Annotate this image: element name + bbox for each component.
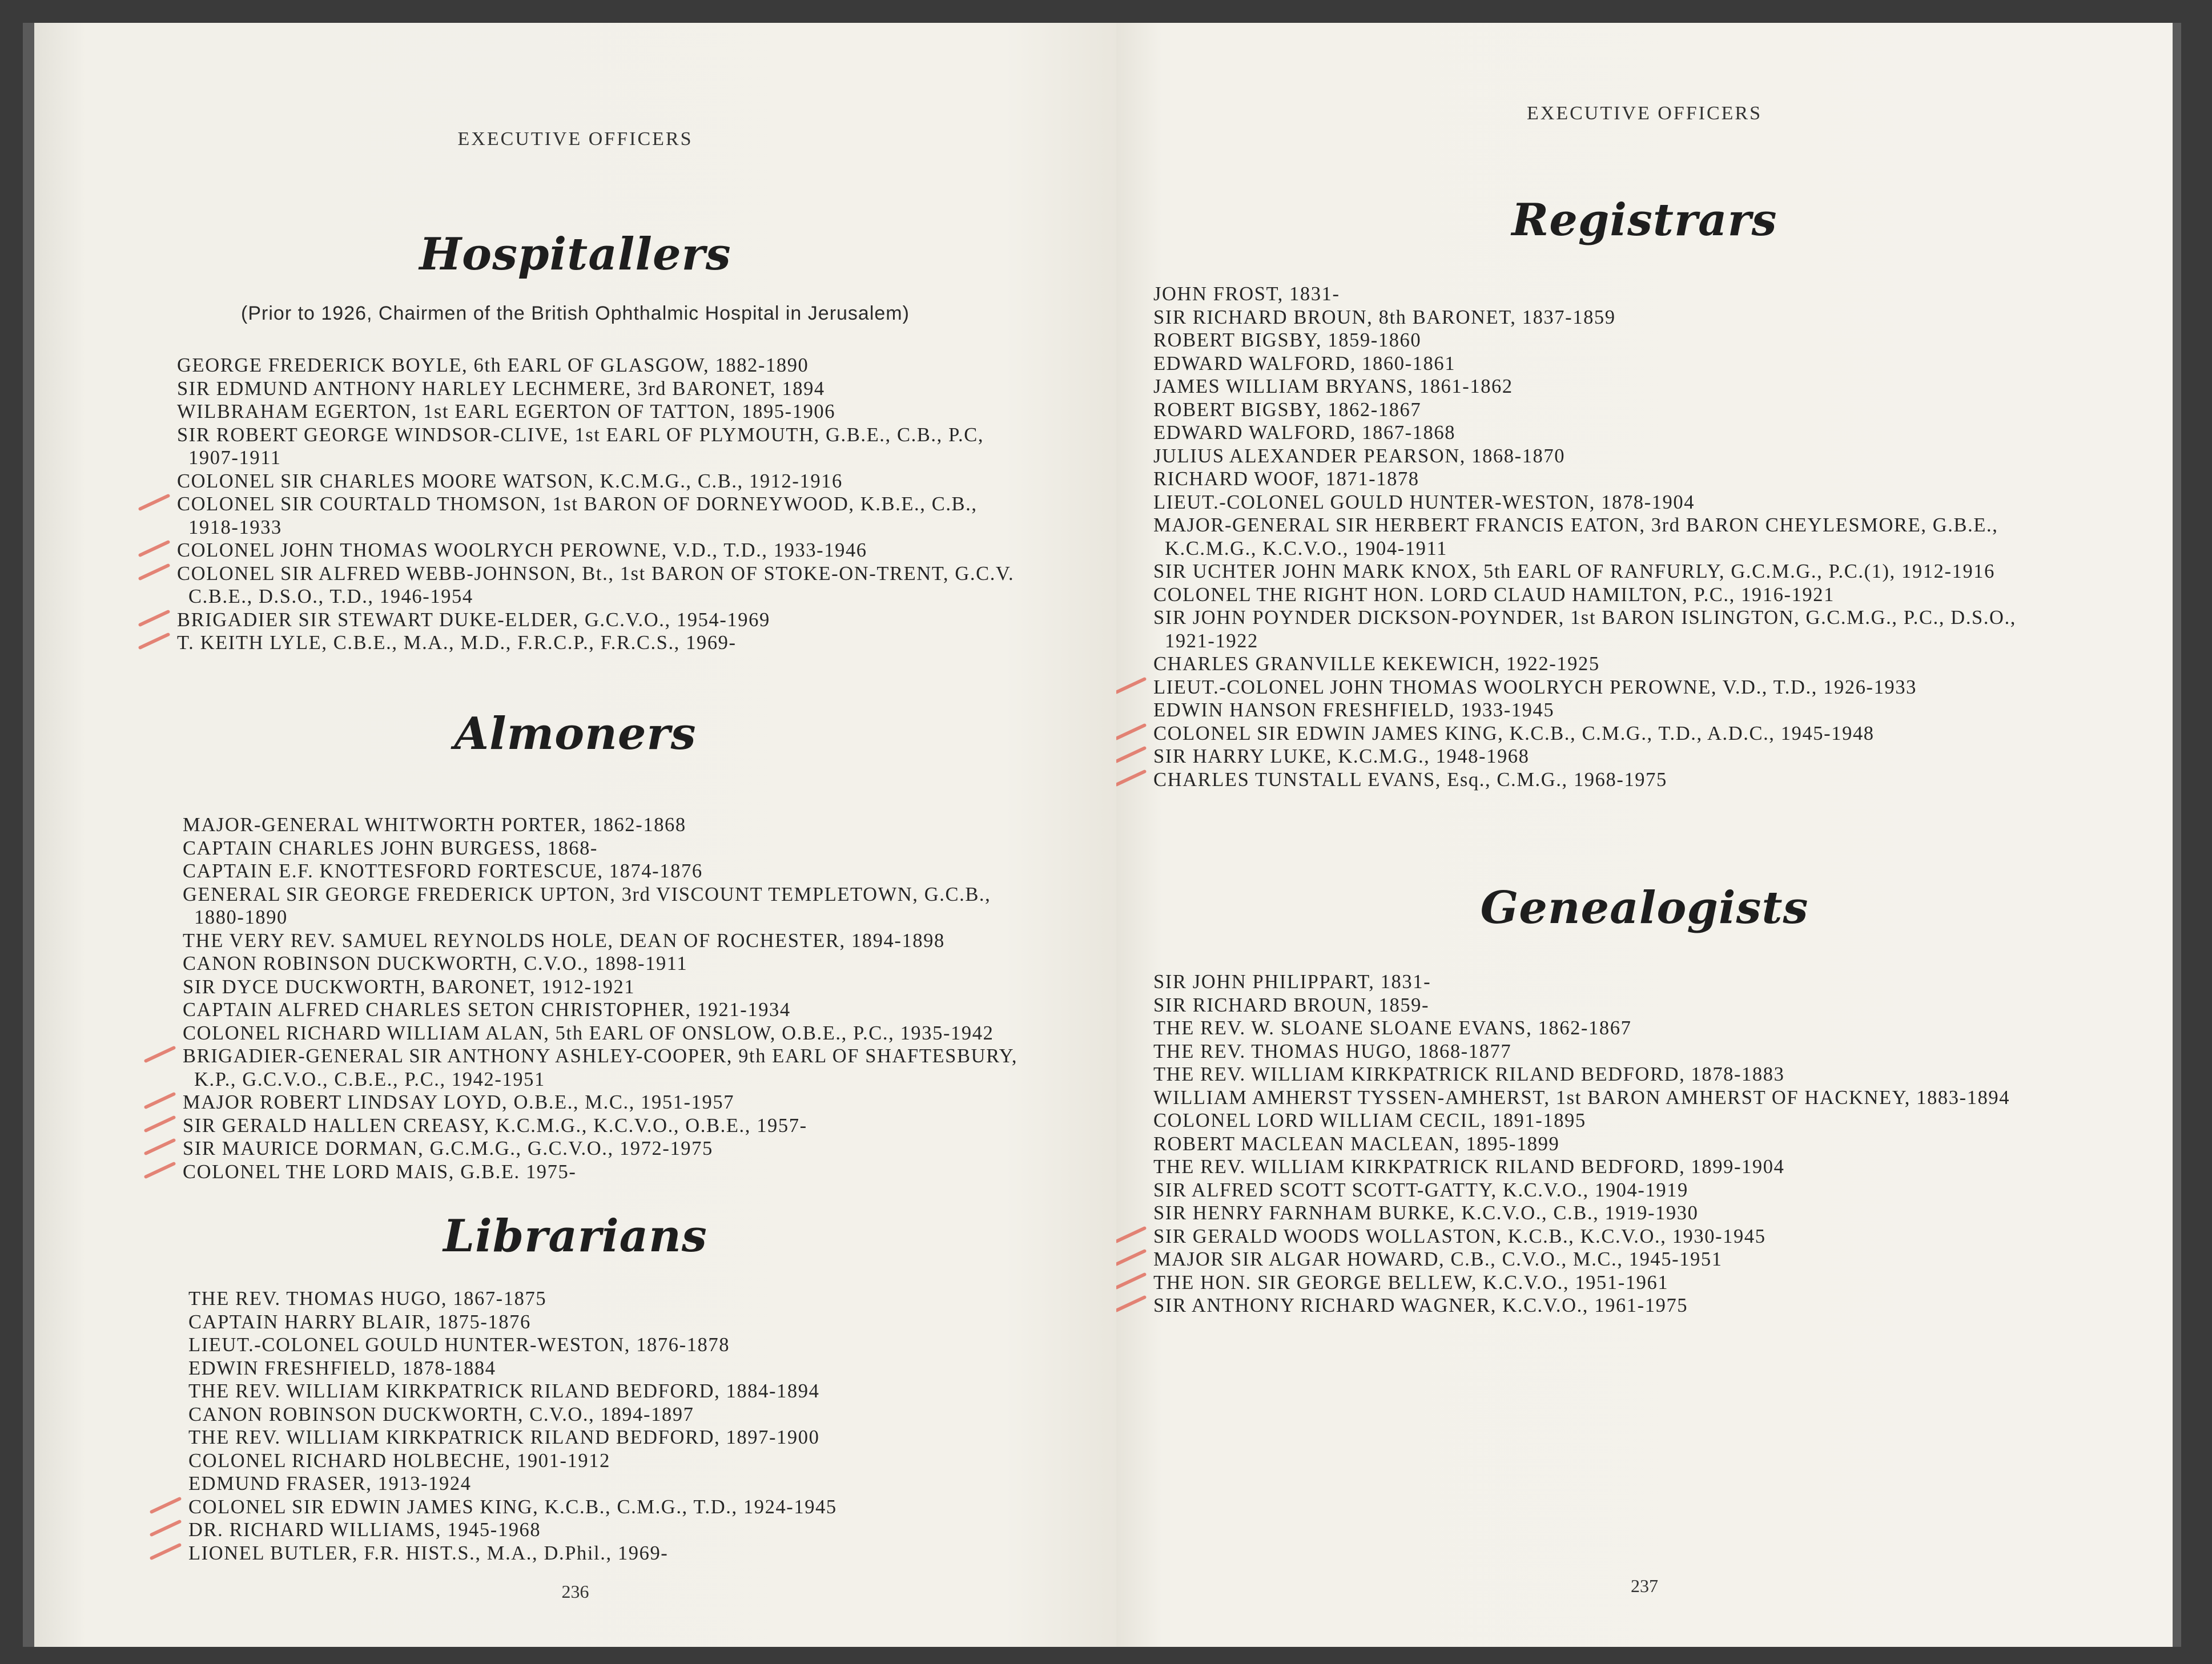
page-number: 236 xyxy=(561,1581,589,1602)
list-item: SIR GERALD WOODS WOLLASTON, K.C.B., K.C.V.O., 1930-1945 xyxy=(1153,1225,2010,1248)
list-item: SIR DYCE DUCKWORTH, BARONET, 1912-1921 xyxy=(183,976,636,998)
list-item: K.C.M.G., K.C.V.O., 1904-1911 xyxy=(1165,537,1447,559)
section-heading-genealogists: Genealogists xyxy=(1480,882,1809,934)
list-item: T. KEITH LYLE, C.B.E., M.A., M.D., F.R.C.P., F.R.C.S., 1969- xyxy=(177,631,1014,655)
list-item: THE REV. THOMAS HUGO, 1868-1877 xyxy=(1153,1040,1512,1062)
pen-mark xyxy=(138,609,171,627)
list-item: GENERAL SIR GEORGE FREDERICK UPTON, 3rd VISCOUNT TEMPLETOWN, G.C.B., xyxy=(183,883,991,905)
pen-mark xyxy=(138,632,171,650)
list-item: SIR HARRY LUKE, K.C.M.G., 1948-1968 xyxy=(1153,745,2016,768)
list-item: RICHARD WOOF, 1871-1878 xyxy=(1153,468,1419,490)
list-item: CANON ROBINSON DUCKWORTH, C.V.O., 1898-1911 xyxy=(183,953,688,974)
list-item: SIR HENRY FARNHAM BURKE, K.C.V.O., C.B., 1919-1930 xyxy=(1153,1202,1699,1224)
right-page xyxy=(1116,23,2173,1647)
list-item: COLONEL THE RIGHT HON. LORD CLAUD HAMILTON, P.C., 1916-1921 xyxy=(1153,583,1835,606)
librarians-list xyxy=(188,1287,837,1565)
list-item: EDWIN HANSON FRESHFIELD, 1933-1945 xyxy=(1153,699,1555,721)
pen-mark xyxy=(150,1542,182,1560)
list-item: CANON ROBINSON DUCKWORTH, C.V.O., 1894-1897 xyxy=(188,1403,694,1425)
list-item: WILLIAM AMHERST TYSSEN-AMHERST, 1st BARON AMHERST OF HACKNEY, 1883-1894 xyxy=(1153,1086,2010,1109)
pen-mark xyxy=(1116,1272,1147,1290)
list-item: SIR GERALD HALLEN CREASY, K.C.M.G., K.C.V.O., O.B.E., 1957- xyxy=(183,1114,1017,1138)
list-item: COLONEL RICHARD HOLBECHE, 1901-1912 xyxy=(188,1449,610,1472)
list-item: MAJOR SIR ALGAR HOWARD, C.B., C.V.O., M.C., 1945-1951 xyxy=(1153,1248,2010,1271)
list-item: GEORGE FREDERICK BOYLE, 6th EARL OF GLASGOW, 1882-1890 xyxy=(177,354,809,376)
list-item: 1921-1922 xyxy=(1165,630,1258,652)
list-item: ROBERT MACLEAN MACLEAN, 1895-1899 xyxy=(1153,1133,1560,1155)
list-item: SIR JOHN PHILIPPART, 1831- xyxy=(1153,971,1431,993)
pen-mark xyxy=(144,1046,176,1063)
list-item: SIR RICHARD BROUN, 8th BARONET, 1837-1859 xyxy=(1153,306,1616,328)
list-item: EDWARD WALFORD, 1867-1868 xyxy=(1153,422,1456,444)
list-item: 1918-1933 xyxy=(188,516,282,538)
list-item: MAJOR ROBERT LINDSAY LOYD, O.B.E., M.C., 1951-1957 xyxy=(183,1091,1017,1114)
list-item: COLONEL THE LORD MAIS, G.B.E. 1975- xyxy=(183,1161,1017,1184)
list-item: LIEUT.-COLONEL JOHN THOMAS WOOLRYCH PEROWNE, V.D., T.D., 1926-1933 xyxy=(1153,676,2016,699)
list-item: EDMUND FRASER, 1913-1924 xyxy=(188,1473,472,1494)
list-item: COLONEL SIR EDWIN JAMES KING, K.C.B., C.M.G., T.D., 1924-1945 xyxy=(188,1496,837,1519)
list-item: THE REV. WILLIAM KIRKPATRICK RILAND BEDFORD, 1884-1894 xyxy=(188,1380,820,1402)
list-item: THE HON. SIR GEORGE BELLEW, K.C.V.O., 1951-1961 xyxy=(1153,1271,2010,1295)
list-item: 1907-1911 xyxy=(188,447,281,469)
list-item: CAPTAIN ALFRED CHARLES SETON CHRISTOPHER, 1921-1934 xyxy=(183,999,791,1021)
list-item: THE REV. WILLIAM KIRKPATRICK RILAND BEDFORD, 1899-1904 xyxy=(1153,1156,1785,1178)
list-item: THE REV. THOMAS HUGO, 1867-1875 xyxy=(188,1288,547,1310)
list-item: THE REV. WILLIAM KIRKPATRICK RILAND BEDFORD, 1897-1900 xyxy=(188,1427,820,1448)
list-item: SIR ANTHONY RICHARD WAGNER, K.C.V.O., 1961-1975 xyxy=(1153,1294,2010,1317)
left-page xyxy=(34,23,1116,1647)
pen-mark xyxy=(1116,769,1147,787)
section-heading-hospitallers: Hospitallers xyxy=(419,228,731,280)
registrars-list xyxy=(1153,283,2016,791)
list-item: BRIGADIER SIR STEWART DUKE-ELDER, G.C.V.O., 1954-1969 xyxy=(177,609,1014,632)
list-item: SIR RICHARD BROUN, 1859- xyxy=(1153,994,1430,1016)
pen-mark xyxy=(144,1161,176,1179)
list-item: C.B.E., D.S.O., T.D., 1946-1954 xyxy=(188,586,473,607)
list-item: SIR ALFRED SCOTT SCOTT-GATTY, K.C.V.O., 1904-1919 xyxy=(1153,1179,1688,1201)
list-item: CAPTAIN CHARLES JOHN BURGESS, 1868- xyxy=(183,837,598,859)
list-item: COLONEL SIR ALFRED WEBB-JOHNSON, Bt., 1st BARON OF STOKE-ON-TRENT, G.C.V. xyxy=(177,562,1014,586)
list-item: JAMES WILLIAM BRYANS, 1861-1862 xyxy=(1153,376,1513,397)
list-item: COLONEL LORD WILLIAM CECIL, 1891-1895 xyxy=(1153,1110,1586,1131)
pen-mark xyxy=(138,540,171,558)
pen-mark xyxy=(138,563,171,581)
list-item: EDWIN FRESHFIELD, 1878-1884 xyxy=(188,1357,496,1379)
list-item: WILBRAHAM EGERTON, 1st EARL EGERTON OF TATTON, 1895-1906 xyxy=(177,401,836,422)
list-item: BRIGADIER-GENERAL SIR ANTHONY ASHLEY-COOPER, 9th EARL OF SHAFTESBURY, xyxy=(183,1045,1017,1068)
pen-mark xyxy=(1116,1295,1147,1313)
list-item: CAPTAIN HARRY BLAIR, 1875-1876 xyxy=(188,1311,531,1333)
list-item: CHARLES GRANVILLE KEKEWICH, 1922-1925 xyxy=(1153,653,1600,675)
list-item: COLONEL RICHARD WILLIAM ALAN, 5th EARL OF ONSLOW, O.B.E., P.C., 1935-1942 xyxy=(183,1022,994,1044)
list-item: CAPTAIN E.F. KNOTTESFORD FORTESCUE, 1874-1876 xyxy=(183,860,703,882)
page-number: 237 xyxy=(1631,1576,1658,1596)
list-item: JOHN FROST, 1831- xyxy=(1153,283,1340,305)
section-heading-almoners: Almoners xyxy=(454,708,697,760)
section-heading-registrars: Registrars xyxy=(1511,194,1777,246)
pen-mark xyxy=(1116,746,1147,764)
pen-mark xyxy=(1116,1226,1147,1243)
list-item: SIR MAURICE DORMAN, G.C.M.G., G.C.V.O., 1972-1975 xyxy=(183,1137,1017,1161)
list-item: SIR UCHTER JOHN MARK KNOX, 5th EARL OF RANFURLY, G.C.M.G., P.C.(1), 1912-1916 xyxy=(1153,561,1995,582)
almoners-list xyxy=(183,813,1017,1183)
section-note: (Prior to 1926, Chairmen of the British Ophthalmic Hospital in Jerusalem) xyxy=(241,303,910,324)
list-item: LIEUT.-COLONEL GOULD HUNTER-WESTON, 1876-1878 xyxy=(188,1334,730,1356)
list-item: CHARLES TUNSTALL EVANS, Esq., C.M.G., 1968-1975 xyxy=(1153,768,2016,792)
list-item: SIR EDMUND ANTHONY HARLEY LECHMERE, 3rd BARONET, 1894 xyxy=(177,377,825,400)
list-item: DR. RICHARD WILLIAMS, 1945-1968 xyxy=(188,1518,837,1542)
list-item: COLONEL SIR COURTALD THOMSON, 1st BARON OF DORNEYWOOD, K.B.E., C.B., xyxy=(177,493,1014,516)
list-item: MAJOR-GENERAL SIR HERBERT FRANCIS EATON, 3rd BARON CHEYLESMORE, G.B.E., xyxy=(1153,514,1998,536)
pen-mark xyxy=(138,494,171,511)
list-item: COLONEL SIR EDWIN JAMES KING, K.C.B., C.M.G., T.D., A.D.C., 1945-1948 xyxy=(1153,722,2016,746)
pen-mark xyxy=(150,1520,182,1537)
list-item: COLONEL SIR CHARLES MOORE WATSON, K.C.M.G., C.B., 1912-1916 xyxy=(177,470,843,492)
pen-mark xyxy=(144,1138,176,1156)
list-item: SIR JOHN POYNDER DICKSON-POYNDER, 1st BARON ISLINGTON, G.C.M.G., P.C., D.S.O., xyxy=(1153,607,2017,628)
pen-mark xyxy=(1116,676,1147,694)
pen-mark xyxy=(144,1115,176,1133)
list-item: ROBERT BIGSBY, 1862-1867 xyxy=(1153,398,1422,421)
list-item: THE VERY REV. SAMUEL REYNOLDS HOLE, DEAN OF ROCHESTER, 1894-1898 xyxy=(183,929,945,952)
book-spread xyxy=(23,23,2181,1647)
pen-mark xyxy=(150,1496,182,1514)
list-item: ROBERT BIGSBY, 1859-1860 xyxy=(1153,329,1422,351)
list-item: JULIUS ALEXANDER PEARSON, 1868-1870 xyxy=(1153,445,1566,467)
list-item: COLONEL JOHN THOMAS WOOLRYCH PEROWNE, V.D., T.D., 1933-1946 xyxy=(177,539,1014,562)
list-item: LIEUT.-COLONEL GOULD HUNTER-WESTON, 1878-1904 xyxy=(1153,491,1695,513)
hospitallers-list xyxy=(177,354,1014,655)
list-item: THE REV. WILLIAM KIRKPATRICK RILAND BEDFORD, 1878-1883 xyxy=(1153,1063,1785,1085)
list-item: LIONEL BUTLER, F.R. HIST.S., M.A., D.Phil., 1969- xyxy=(188,1542,837,1565)
list-item: K.P., G.C.V.O., C.B.E., P.C., 1942-1951 xyxy=(194,1068,545,1090)
section-heading-librarians: Librarians xyxy=(443,1210,707,1262)
running-header: EXECUTIVE OFFICERS xyxy=(457,128,693,150)
pen-mark xyxy=(1116,723,1147,740)
list-item: EDWARD WALFORD, 1860-1861 xyxy=(1153,352,1456,374)
list-item: THE REV. W. SLOANE SLOANE EVANS, 1862-1867 xyxy=(1153,1017,1632,1039)
pen-mark xyxy=(1116,1249,1147,1267)
genealogists-list xyxy=(1153,970,2010,1317)
list-item: SIR ROBERT GEORGE WINDSOR-CLIVE, 1st EARL OF PLYMOUTH, G.B.E., C.B., P.C, xyxy=(177,424,984,446)
pen-mark xyxy=(144,1092,176,1110)
running-header: EXECUTIVE OFFICERS xyxy=(1527,103,1762,124)
list-item: 1880-1890 xyxy=(194,906,288,928)
list-item: MAJOR-GENERAL WHITWORTH PORTER, 1862-1868 xyxy=(183,814,686,836)
